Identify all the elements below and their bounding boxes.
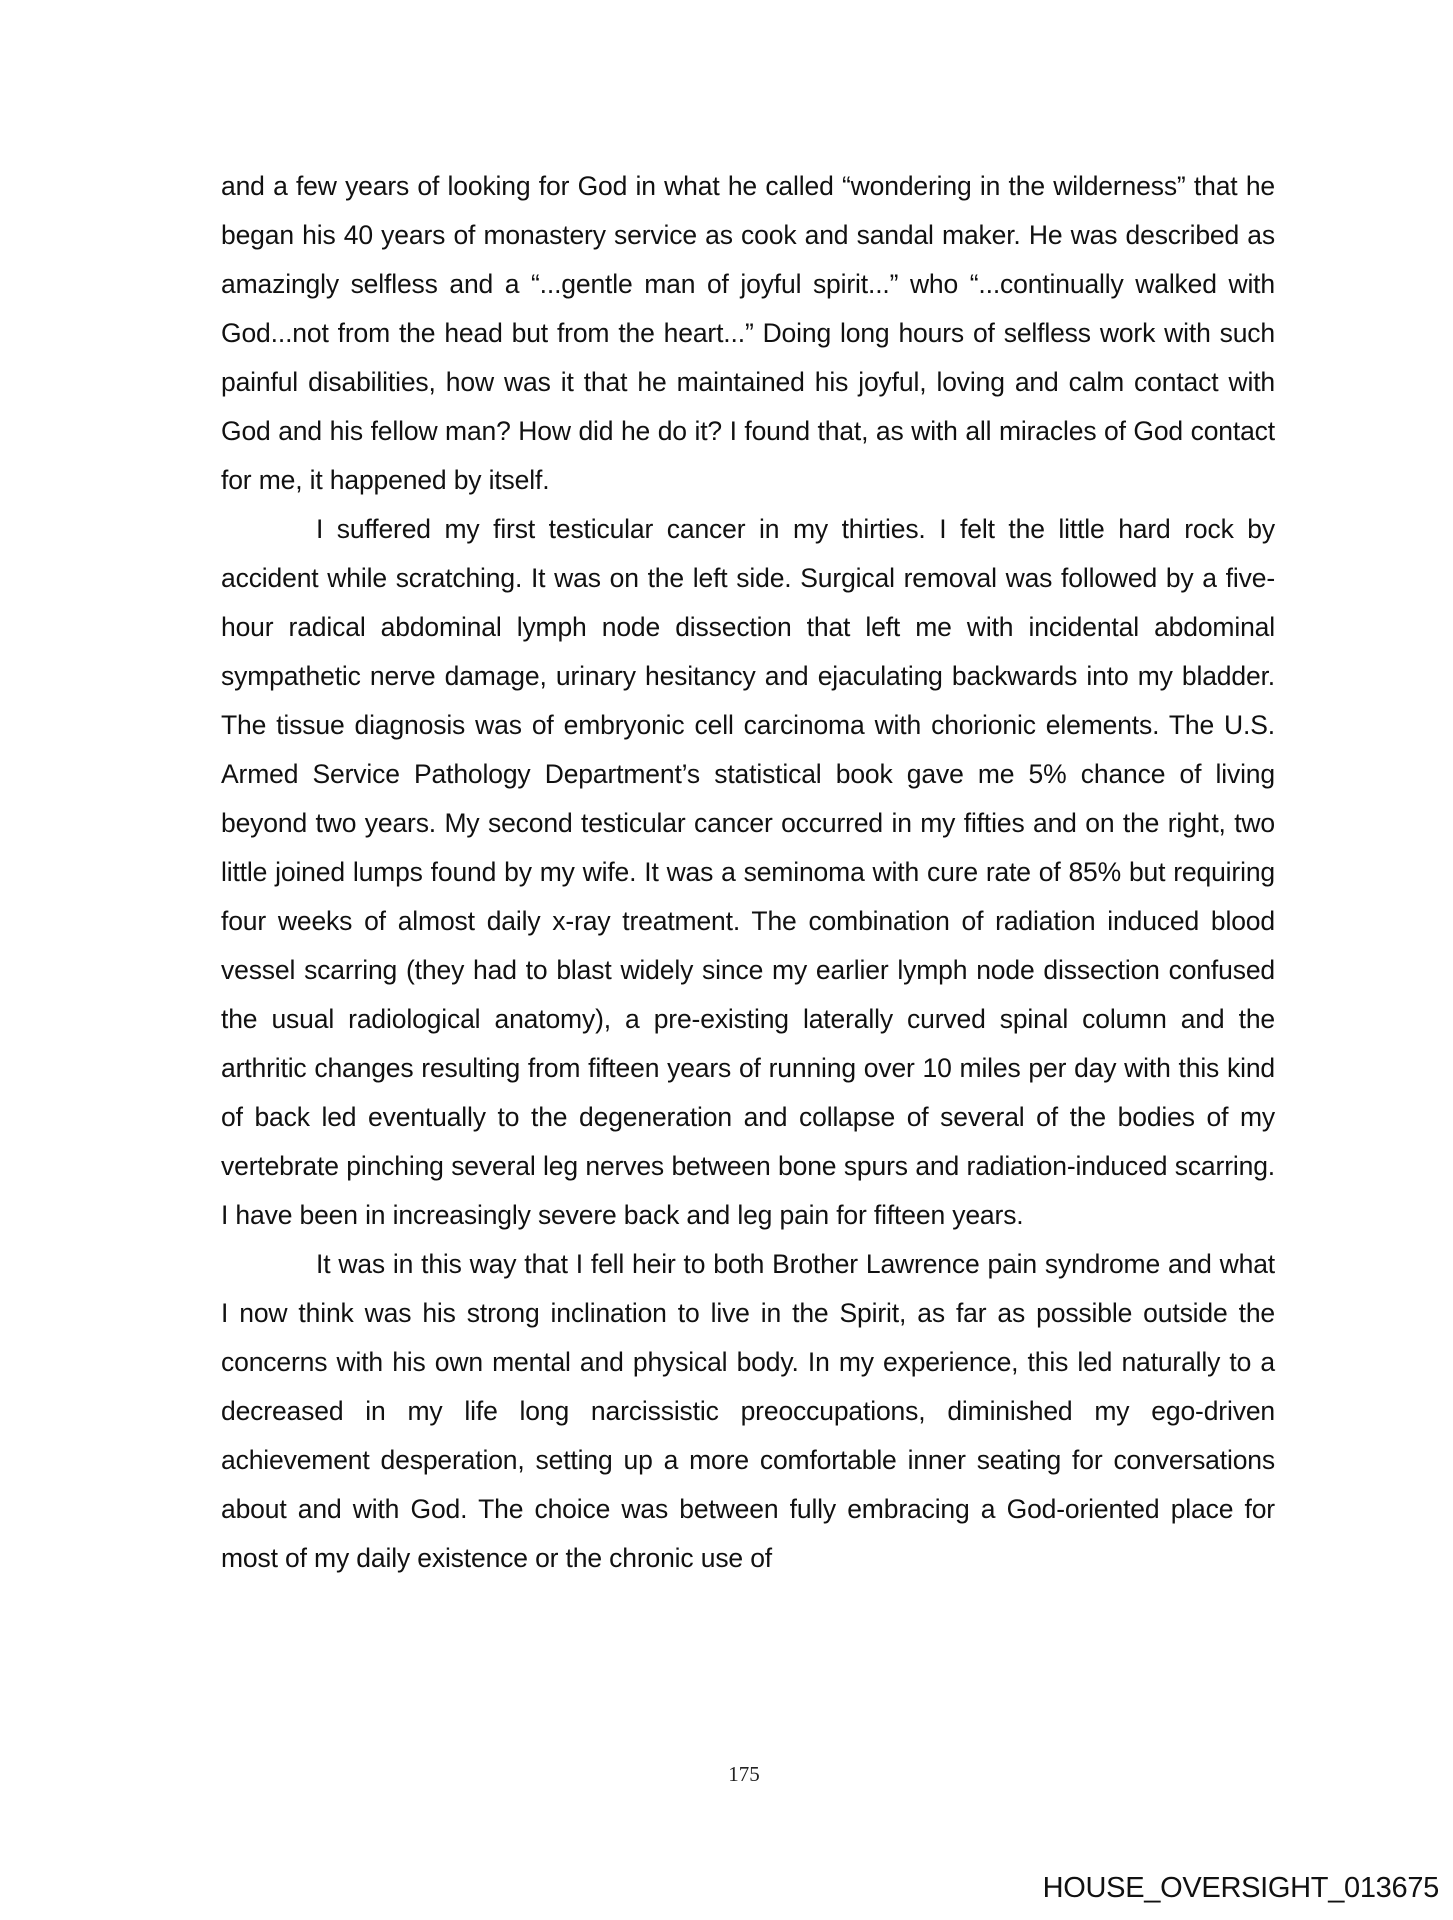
bates-stamp: HOUSE_OVERSIGHT_013675 xyxy=(1042,1872,1439,1904)
paragraph-2: I suffered my first testicular cancer in my thirties. I felt the little hard rock by accident while scratching. It was on the left side. Surgical removal was followed by a five-hour radical abdominal lymph node dissection that left me with incidental abdominal sympathetic nerve damage, urinary hesitancy and ejaculating backwards into my bladder. The tissue diagnosis was of embryonic cell carcinoma with chorionic elements. The U.S. Armed Service Pathology Department’s statistical book gave me 5% chance of living beyond two years. My second testicular cancer occurred in my fifties and on the right, two little joined lumps found by my wife. It was a seminoma with cure rate of 85% but requiring four weeks of almost daily x-ray treatment. The combination of radiation induced blood vessel scarring (they had to blast widely since my earlier lymph node dissection confused the usual radiological anatomy), a pre-existing laterally curved spinal column and the arthritic changes resulting from fifteen years of running over 10 miles per day with this kind of back led eventually to the degeneration and collapse of several of the bodies of my vertebrate pinching several leg nerves between bone spurs and radiation-induced scarring. I have been in increasingly severe back and leg pain for fifteen years. xyxy=(221,514,1275,1230)
document-body xyxy=(221,162,1275,1583)
paragraph-1: and a few years of looking for God in what he called “wondering in the wilderness” that he began his 40 years of monastery service as cook and sandal maker. He was described as amazingly selfless and a “...gentle man of joyful spirit...” who “...continually walked with God...not from the head but from the heart...” Doing long hours of selfless work with such painful disabilities, how was it that he maintained his joyful, loving and calm contact with God and his fellow man? How did he do it? I found that, as with all miracles of God contact for me, it happened by itself. xyxy=(221,171,1275,495)
paragraph-3: It was in this way that I fell heir to both Brother Lawrence pain syndrome and what I now think was his strong inclination to live in the Spirit, as far as possible outside the concerns with his own mental and physical body. In my experience, this led naturally to a decreased in my life long narcissistic preoccupations, diminished my ego-driven achievement desperation, setting up a more comfortable inner seating for conversations about and with God. The choice was between fully embracing a God-oriented place for most of my daily existence or the chronic use of xyxy=(221,1249,1275,1573)
page-number: 175 xyxy=(728,1762,760,1786)
